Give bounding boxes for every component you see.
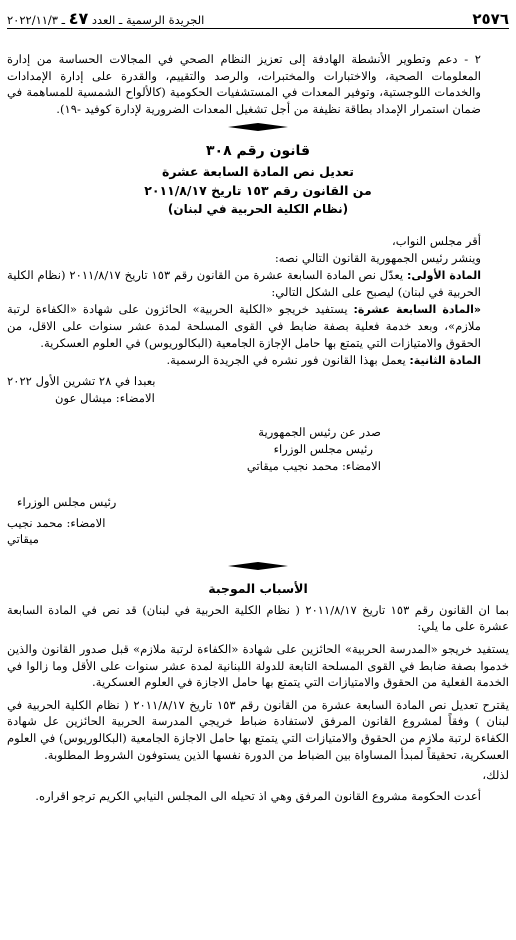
article-17: [7, 301, 509, 352]
article-17-text: يستفيد خريجو «الكلية الحربية» الحائزون على شهادة «الكفاءة لرتبة ملازم»، وبعد خدمة فعلية بصفة ضابط في القوى المسلحة لمدة عشر سنوات على الاقل، من الحقوق والامتيازات التي يتمتع بها حامل الإجازة الجامعية (البكالوريوس) في العلوم العسكرية.: [7, 301, 481, 350]
president-signature: الامضاء: ميشال عون: [55, 390, 155, 405]
gazette-title: الجريدة الرسمية ـ العدد: [91, 13, 205, 27]
reasons-paragraph-3: يقترح تعديل نص المادة السابعة عشرة من القانون رقم ١٥٣ تاريخ ٢٠١١/٨/١٧ ( نظام الكلية الحربية في لبنان ) وفقاً لمشروع القانون المرفق لاستفادة ضباط خريجي المدرسة الحربية الحائزين عل شهادة الكفاءة لرتبة ملازم من الحقوق والامتيازات التي يتمتع بها حامل الاجازة الجامعية (البكالوريوس) في العلوم العسكرية، تحقيقاً لمبدأ المساواة بين الضباط من الدورة نفسها الذين يستوفون الشروط المطلوبة.: [7, 697, 509, 762]
law-body: [7, 233, 509, 406]
adoption-line: أقر مجلس النواب،: [392, 234, 481, 249]
separator-ornament-2: [7, 562, 509, 570]
pm-title: رئيس مجلس الوزراء: [17, 495, 117, 510]
gazette-page: [0, 6, 516, 940]
intro-paragraph: ٢ - دعم وتطوير الأنشطة الهادفة إلى تعزيز النظام الصحي في المجالات الحساسة من إدارة المعلومات الصحية، والاختبارات والمختبرات، والرصد والتقييم، والقدرة على إدارة الإمدادات والخدمات اللوجستية، وتوفير المعدات في المستشفيات الحكومية (كالألواح الشمسية للمساهمة في ضمان استمرار الإمداد بطاقة نظيفة من أجل تشغيل المعدات الضرورية لإدارة كوفيد -١٩).: [7, 52, 481, 116]
reasons-paragraph-4: لذلك،: [482, 768, 509, 783]
issue-date: ـ ٢٠٢٢/١١/٣: [7, 13, 66, 27]
article-2: [7, 352, 509, 370]
article-2-label: المادة الثانية:: [409, 353, 481, 367]
page-header: [7, 6, 509, 29]
page-number: ٢٥٧٦: [472, 10, 509, 28]
reasons-paragraph-5: أعدت الحكومة مشروع القانون المرفق وهي اذ تحيله الى المجلس النيابي الكريم ترجو اقراره.: [35, 788, 481, 803]
reasons-paragraph-1: بما ان القانون رقم ١٥٣ تاريخ ٢٠١١/٨/١٧ ( نظام الكلية الحربية في لبنان) قد نص في المادة السابعة عشرة على ما يلي:: [7, 602, 509, 634]
issued-block: [7, 424, 509, 474]
law-title: تعديل نص المادة السابعة عشرة: [162, 164, 354, 180]
article-1-text: يعدّل نص المادة السابعة عشرة من القانون رقم ١٥٣ تاريخ ٢٠١١/٨/١٧ (نظام الكلية الحربية في لبنان) ليصبح على الشكل التالي:: [7, 267, 481, 300]
separator-ornament: [7, 123, 509, 131]
place-date: بعبدا في ٢٨ تشرين الأول ٢٠٢٢: [7, 374, 156, 389]
law-reference: من القانون رقم ١٥٣ تاريخ ٢٠١١/٨/١٧: [144, 183, 372, 199]
law-heading: [7, 141, 509, 219]
gazette-masthead: [7, 9, 204, 28]
reasons-body: [7, 602, 509, 805]
article-1-label: المادة الأولى:: [406, 268, 481, 282]
issued-signature: الامضاء: محمد نجيب ميقاتي: [246, 458, 381, 473]
reasons-title: الأسباب الموجبة: [208, 580, 308, 596]
reasons-paragraph-2: يستفيد خريجو «المدرسة الحربية» الحائزين على شهادة «الكفاءة لرتبة ملازم» قبل صدور القانون والذين خدموا بصفة ضابط في القوى المسلحة التابعة للدولة اللبنانية لمدة عشر سنوات على الأقل وما زالوا في الخدمة الفعلية من الحقوق والامتيازات التي يتمتع بها حامل الاجازة في العلوم العسكرية.: [7, 642, 509, 690]
law-number: قانون رقم ٣٠٨: [205, 143, 310, 160]
pm-signature: الامضاء: محمد نجيب ميقاتي: [7, 515, 106, 547]
pm-block: [7, 494, 127, 548]
promulgation-line: وينشر رئيس الجمهورية القانون التالي نصه:: [274, 250, 481, 265]
article-17-label: «المادة السابعة عشرة:: [353, 302, 481, 316]
issue-number: ٤٧: [68, 9, 89, 28]
issued-by-line: صدر عن رئيس الجمهورية: [258, 425, 381, 440]
article-2-text: يعمل بهذا القانون فور نشره في الجريدة الرسمية.: [166, 352, 410, 367]
article-1: [7, 267, 509, 301]
issued-pm-title: رئيس مجلس الوزراء: [273, 441, 373, 456]
law-name: (نظام الكلية الحربية في لبنان): [167, 202, 349, 217]
